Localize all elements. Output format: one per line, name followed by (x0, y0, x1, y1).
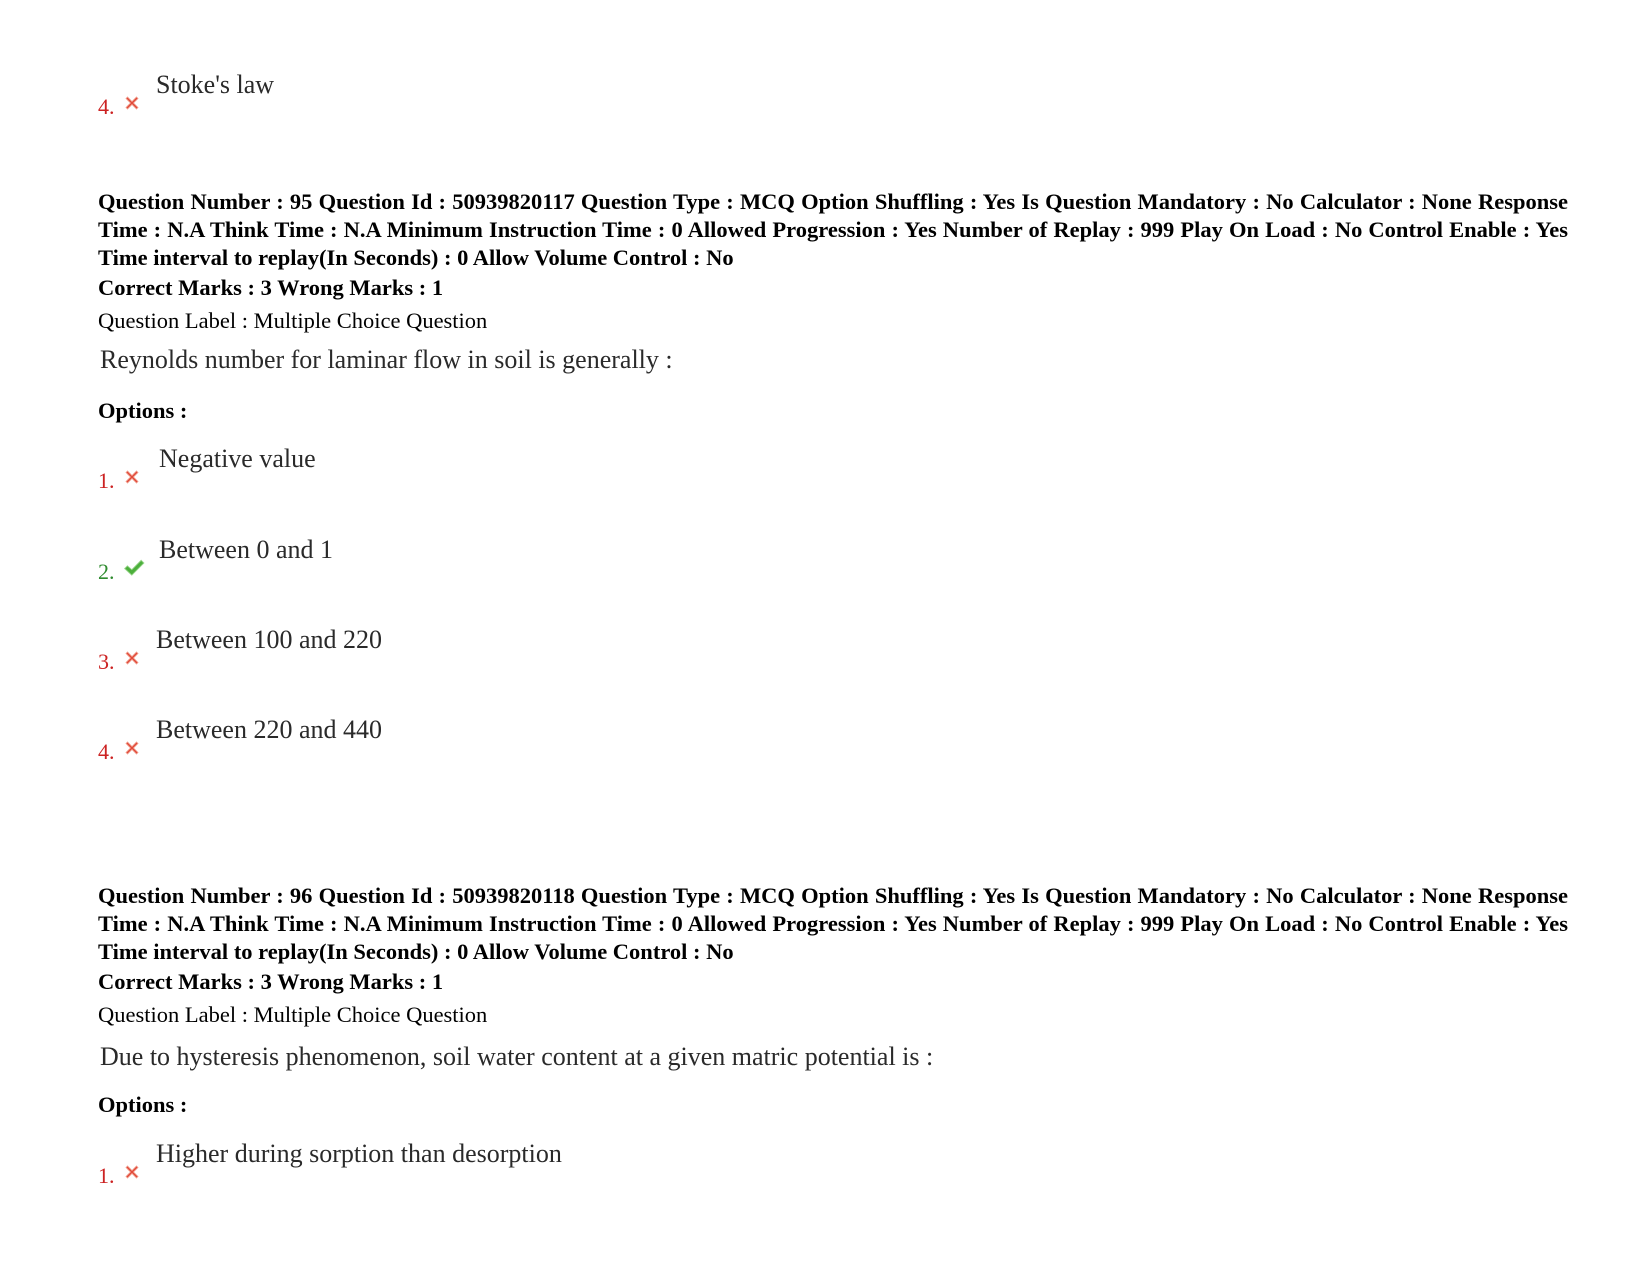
cross-icon (123, 468, 141, 486)
option-row (98, 625, 998, 674)
option-number: 4. (98, 739, 115, 764)
options-heading: Options : (98, 398, 188, 423)
cross-icon (123, 94, 141, 112)
cross-icon (123, 649, 141, 667)
question-label: Question Label : Multiple Choice Question (98, 1002, 488, 1027)
question-meta: Question Number : 95 Question Id : 50939820117 Question Type : MCQ Option Shuffling : Yes Is Question Mandatory : No Calculator : None Response Time : N.A Think Time : N.A Minimum Instruction Time : 0 Allowed Progression : Yes Number of Replay : 999 Play On Load : No Control Enable : Yes Time interval to replay(In Seconds) : 0 Allow Volume Control : No (98, 189, 1568, 270)
option-text: Higher during sorption than desorption (156, 1139, 562, 1168)
options-heading: Options : (98, 1092, 188, 1117)
question-label: Question Label : Multiple Choice Question (98, 308, 488, 333)
cross-icon (123, 1163, 141, 1181)
option-row (98, 444, 998, 493)
cross-icon (123, 739, 141, 757)
option-row (98, 715, 998, 764)
option-text: Between 100 and 220 (156, 625, 383, 654)
option-number: 4. (98, 94, 115, 119)
option-row (98, 70, 998, 119)
option-number: 1. (98, 1163, 115, 1188)
question-marks: Correct Marks : 3 Wrong Marks : 1 (98, 275, 444, 300)
question-marks: Correct Marks : 3 Wrong Marks : 1 (98, 969, 444, 994)
option-text: Stoke's law (156, 70, 275, 99)
option-number: 3. (98, 649, 115, 674)
option-row (98, 535, 998, 584)
option-number: 1. (98, 468, 115, 493)
option-text: Between 220 and 440 (156, 715, 383, 744)
question-meta: Question Number : 96 Question Id : 50939820118 Question Type : MCQ Option Shuffling : Yes Is Question Mandatory : No Calculator : None Response Time : N.A Think Time : N.A Minimum Instruction Time : 0 Allowed Progression : Yes Number of Replay : 999 Play On Load : No Control Enable : Yes Time interval to replay(In Seconds) : 0 Allow Volume Control : No (98, 883, 1568, 964)
option-row (98, 1139, 998, 1188)
option-text: Negative value (159, 444, 316, 473)
question-text: Reynolds number for laminar flow in soil is generally : (100, 345, 673, 374)
option-number: 2. (98, 559, 115, 584)
check-icon (123, 558, 145, 578)
option-text: Between 0 and 1 (159, 535, 334, 564)
question-text: Due to hysteresis phenomenon, soil water content at a given matric potential is : (100, 1042, 934, 1071)
